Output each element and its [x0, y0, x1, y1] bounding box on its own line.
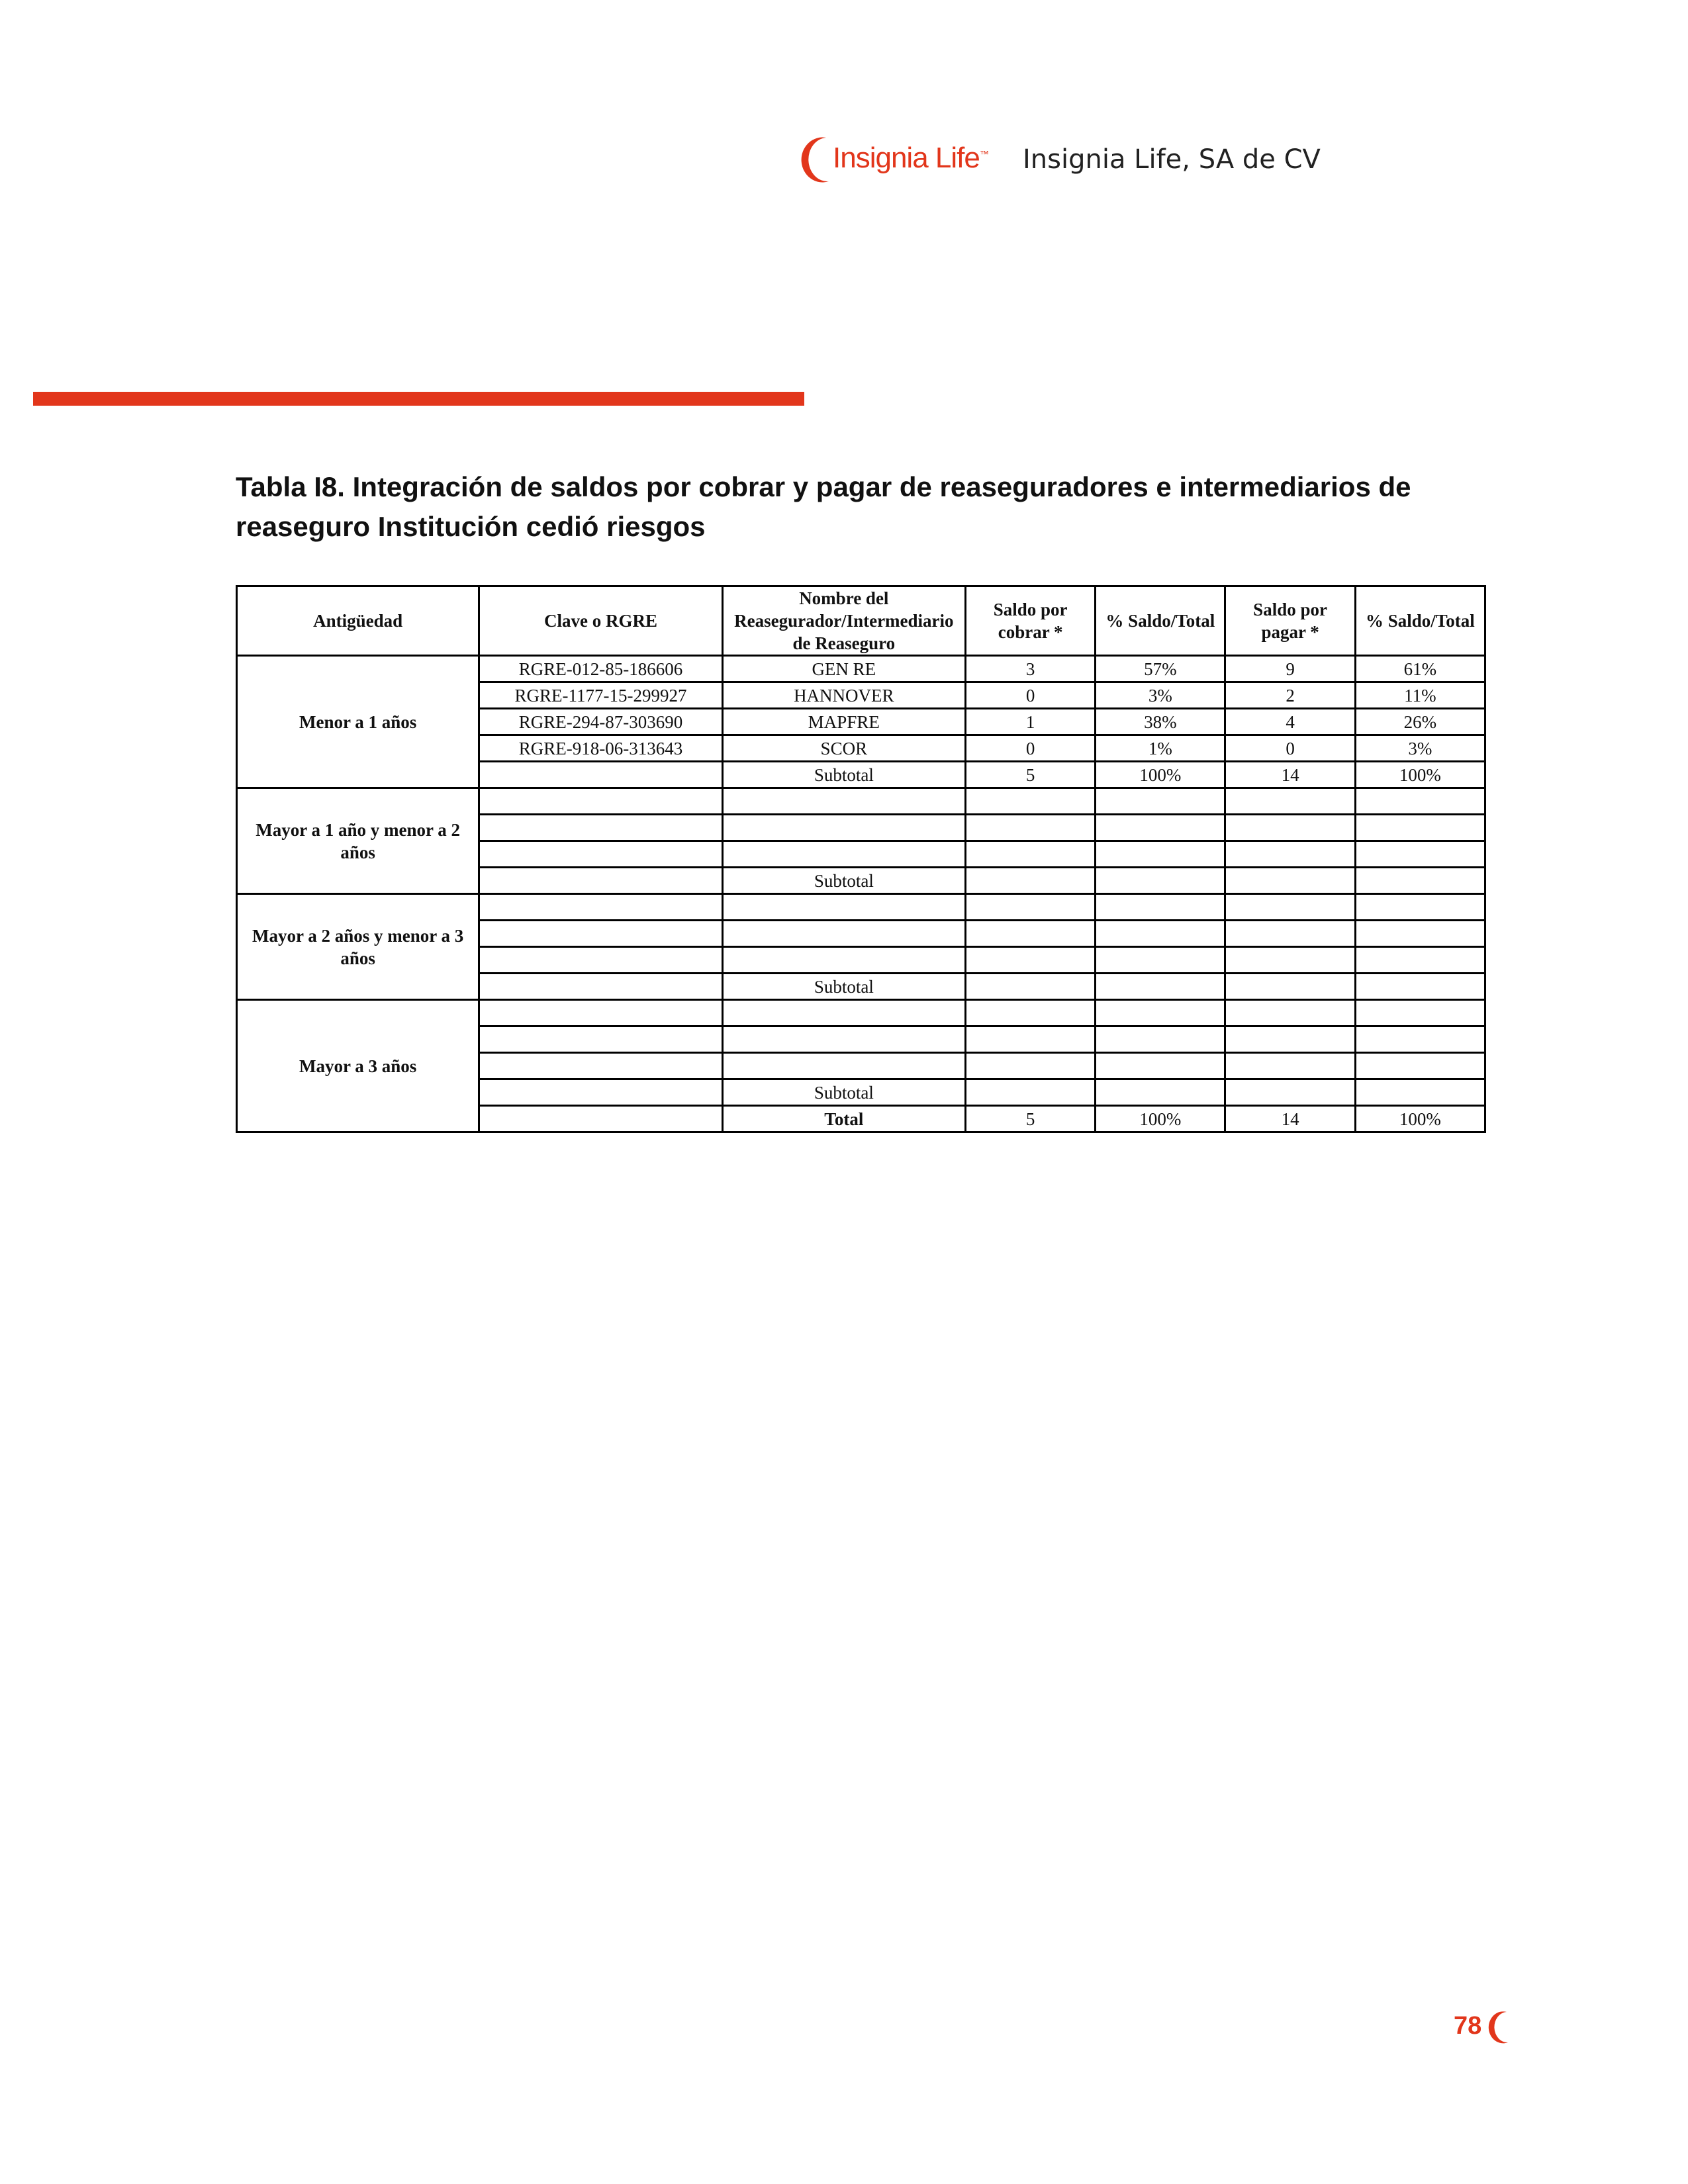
- saldo-cobrar-cell: 0: [965, 682, 1095, 709]
- header-divider-bar: [33, 392, 804, 406]
- empty-cell: [722, 1026, 965, 1053]
- empty-cell: [965, 788, 1095, 815]
- age-group-label: Mayor a 1 año y menor a 2 años: [237, 788, 479, 894]
- nombre-cell: SCOR: [722, 735, 965, 762]
- pct-pagar-cell: 3%: [1355, 735, 1485, 762]
- saldo-pagar-cell: 4: [1225, 709, 1355, 735]
- saldo-cobrar-cell: 5: [965, 1106, 1095, 1132]
- empty-cell: [479, 974, 722, 1000]
- table-row: [237, 1000, 1485, 1026]
- empty-cell: [1355, 974, 1485, 1000]
- empty-cell: [965, 974, 1095, 1000]
- empty-cell: [1355, 947, 1485, 974]
- empty-cell: [1225, 788, 1355, 815]
- empty-cell: [722, 841, 965, 868]
- reinsurance-balances-table: [236, 585, 1486, 1133]
- empty-cell: [965, 1079, 1095, 1106]
- empty-cell: [1096, 974, 1225, 1000]
- empty-cell: [479, 762, 722, 788]
- logo-wordmark: Insignia Life™: [833, 142, 988, 174]
- empty-cell: [1096, 1026, 1225, 1053]
- empty-cell: [722, 1053, 965, 1079]
- pct-cobrar-cell: 100%: [1096, 1106, 1225, 1132]
- insignia-life-logo: [800, 132, 988, 185]
- col-header-nombre: Nombre del Reasegurador/Intermediario de Reaseguro: [722, 586, 965, 656]
- pct-pagar-cell: 100%: [1355, 1106, 1485, 1132]
- empty-cell: [1355, 1079, 1485, 1106]
- clave-cell: RGRE-294-87-303690: [479, 709, 722, 735]
- pct-pagar-cell: 61%: [1355, 656, 1485, 682]
- col-header-clave: Clave o RGRE: [479, 586, 722, 656]
- empty-cell: [1225, 1053, 1355, 1079]
- header-row: [237, 586, 1485, 656]
- col-header-antiguedad: Antigüedad: [237, 586, 479, 656]
- saldo-cobrar-cell: 0: [965, 735, 1095, 762]
- empty-cell: [479, 841, 722, 868]
- empty-cell: [1355, 1000, 1485, 1026]
- col-header-pct-pagar: % Saldo/Total: [1355, 586, 1485, 656]
- table-row: [237, 788, 1485, 815]
- empty-cell: [1096, 841, 1225, 868]
- saldo-pagar-cell: 0: [1225, 735, 1355, 762]
- empty-cell: [479, 868, 722, 894]
- table-title: Tabla I8. Integración de saldos por cobrar y pagar de reaseguradores e intermediarios de reaseguro Institución cedió riesgos: [236, 471, 1411, 542]
- empty-cell: [1355, 868, 1485, 894]
- empty-cell: [1225, 1000, 1355, 1026]
- crescent-icon: [1487, 2011, 1515, 2044]
- saldo-pagar-cell: 2: [1225, 682, 1355, 709]
- page-number: 78: [1454, 2012, 1482, 2040]
- empty-cell: [1096, 815, 1225, 841]
- empty-cell: [965, 815, 1095, 841]
- empty-cell: [479, 947, 722, 974]
- subtotal-label: Subtotal: [722, 974, 965, 1000]
- empty-cell: [722, 815, 965, 841]
- empty-cell: [1225, 1026, 1355, 1053]
- empty-cell: [1225, 1079, 1355, 1106]
- table-row: [237, 656, 1485, 682]
- saldo-cobrar-cell: 5: [965, 762, 1095, 788]
- empty-cell: [1225, 947, 1355, 974]
- col-header-saldo-cobrar: Saldo por cobrar *: [965, 586, 1095, 656]
- saldo-cobrar-cell: 3: [965, 656, 1095, 682]
- empty-cell: [1096, 947, 1225, 974]
- empty-cell: [965, 868, 1095, 894]
- age-group-label: Menor a 1 años: [237, 656, 479, 788]
- empty-cell: [1355, 1026, 1485, 1053]
- empty-cell: [479, 815, 722, 841]
- empty-cell: [479, 1079, 722, 1106]
- pct-pagar-cell: 11%: [1355, 682, 1485, 709]
- empty-cell: [1096, 868, 1225, 894]
- empty-cell: [1225, 841, 1355, 868]
- pct-cobrar-cell: 100%: [1096, 762, 1225, 788]
- empty-cell: [965, 1000, 1095, 1026]
- company-name: Insignia Life, SA de CV: [1023, 144, 1321, 175]
- pct-cobrar-cell: 38%: [1096, 709, 1225, 735]
- nombre-cell: GEN RE: [722, 656, 965, 682]
- pct-cobrar-cell: 1%: [1096, 735, 1225, 762]
- nombre-cell: MAPFRE: [722, 709, 965, 735]
- empty-cell: [1355, 1053, 1485, 1079]
- col-header-pct-cobrar: % Saldo/Total: [1096, 586, 1225, 656]
- clave-cell: RGRE-1177-15-299927: [479, 682, 722, 709]
- empty-cell: [1096, 1000, 1225, 1026]
- clave-cell: RGRE-918-06-313643: [479, 735, 722, 762]
- empty-cell: [1225, 921, 1355, 947]
- empty-cell: [965, 841, 1095, 868]
- pct-cobrar-cell: 3%: [1096, 682, 1225, 709]
- empty-cell: [1096, 788, 1225, 815]
- col-header-saldo-pagar: Saldo por pagar *: [1225, 586, 1355, 656]
- empty-cell: [1225, 894, 1355, 921]
- subtotal-label: Subtotal: [722, 1079, 965, 1106]
- empty-cell: [479, 894, 722, 921]
- saldo-pagar-cell: 14: [1225, 762, 1355, 788]
- empty-cell: [1225, 815, 1355, 841]
- empty-cell: [1096, 894, 1225, 921]
- empty-cell: [1355, 788, 1485, 815]
- empty-cell: [1096, 1079, 1225, 1106]
- empty-cell: [479, 788, 722, 815]
- empty-cell: [722, 894, 965, 921]
- empty-cell: [1225, 974, 1355, 1000]
- empty-cell: [965, 1026, 1095, 1053]
- age-group-label: Mayor a 2 años y menor a 3 años: [237, 894, 479, 1000]
- empty-cell: [1355, 841, 1485, 868]
- empty-cell: [722, 947, 965, 974]
- subtotal-label: Subtotal: [722, 868, 965, 894]
- empty-cell: [965, 947, 1095, 974]
- empty-cell: [722, 788, 965, 815]
- empty-cell: [965, 921, 1095, 947]
- table-row: [237, 894, 1485, 921]
- saldo-cobrar-cell: 1: [965, 709, 1095, 735]
- empty-cell: [479, 921, 722, 947]
- total-label: Total: [722, 1106, 965, 1132]
- pct-pagar-cell: 26%: [1355, 709, 1485, 735]
- pct-pagar-cell: 100%: [1355, 762, 1485, 788]
- subtotal-label: Subtotal: [722, 762, 965, 788]
- empty-cell: [1355, 815, 1485, 841]
- empty-cell: [1096, 1053, 1225, 1079]
- empty-cell: [722, 1000, 965, 1026]
- empty-cell: [479, 1106, 722, 1132]
- empty-cell: [1355, 921, 1485, 947]
- age-group-label: Mayor a 3 años: [237, 1000, 479, 1132]
- pct-cobrar-cell: 57%: [1096, 656, 1225, 682]
- empty-cell: [479, 1053, 722, 1079]
- empty-cell: [1096, 921, 1225, 947]
- empty-cell: [965, 894, 1095, 921]
- empty-cell: [722, 921, 965, 947]
- empty-cell: [1355, 894, 1485, 921]
- nombre-cell: HANNOVER: [722, 682, 965, 709]
- empty-cell: [479, 1026, 722, 1053]
- empty-cell: [965, 1053, 1095, 1079]
- empty-cell: [479, 1000, 722, 1026]
- saldo-pagar-cell: 14: [1225, 1106, 1355, 1132]
- empty-cell: [1225, 868, 1355, 894]
- saldo-pagar-cell: 9: [1225, 656, 1355, 682]
- clave-cell: RGRE-012-85-186606: [479, 656, 722, 682]
